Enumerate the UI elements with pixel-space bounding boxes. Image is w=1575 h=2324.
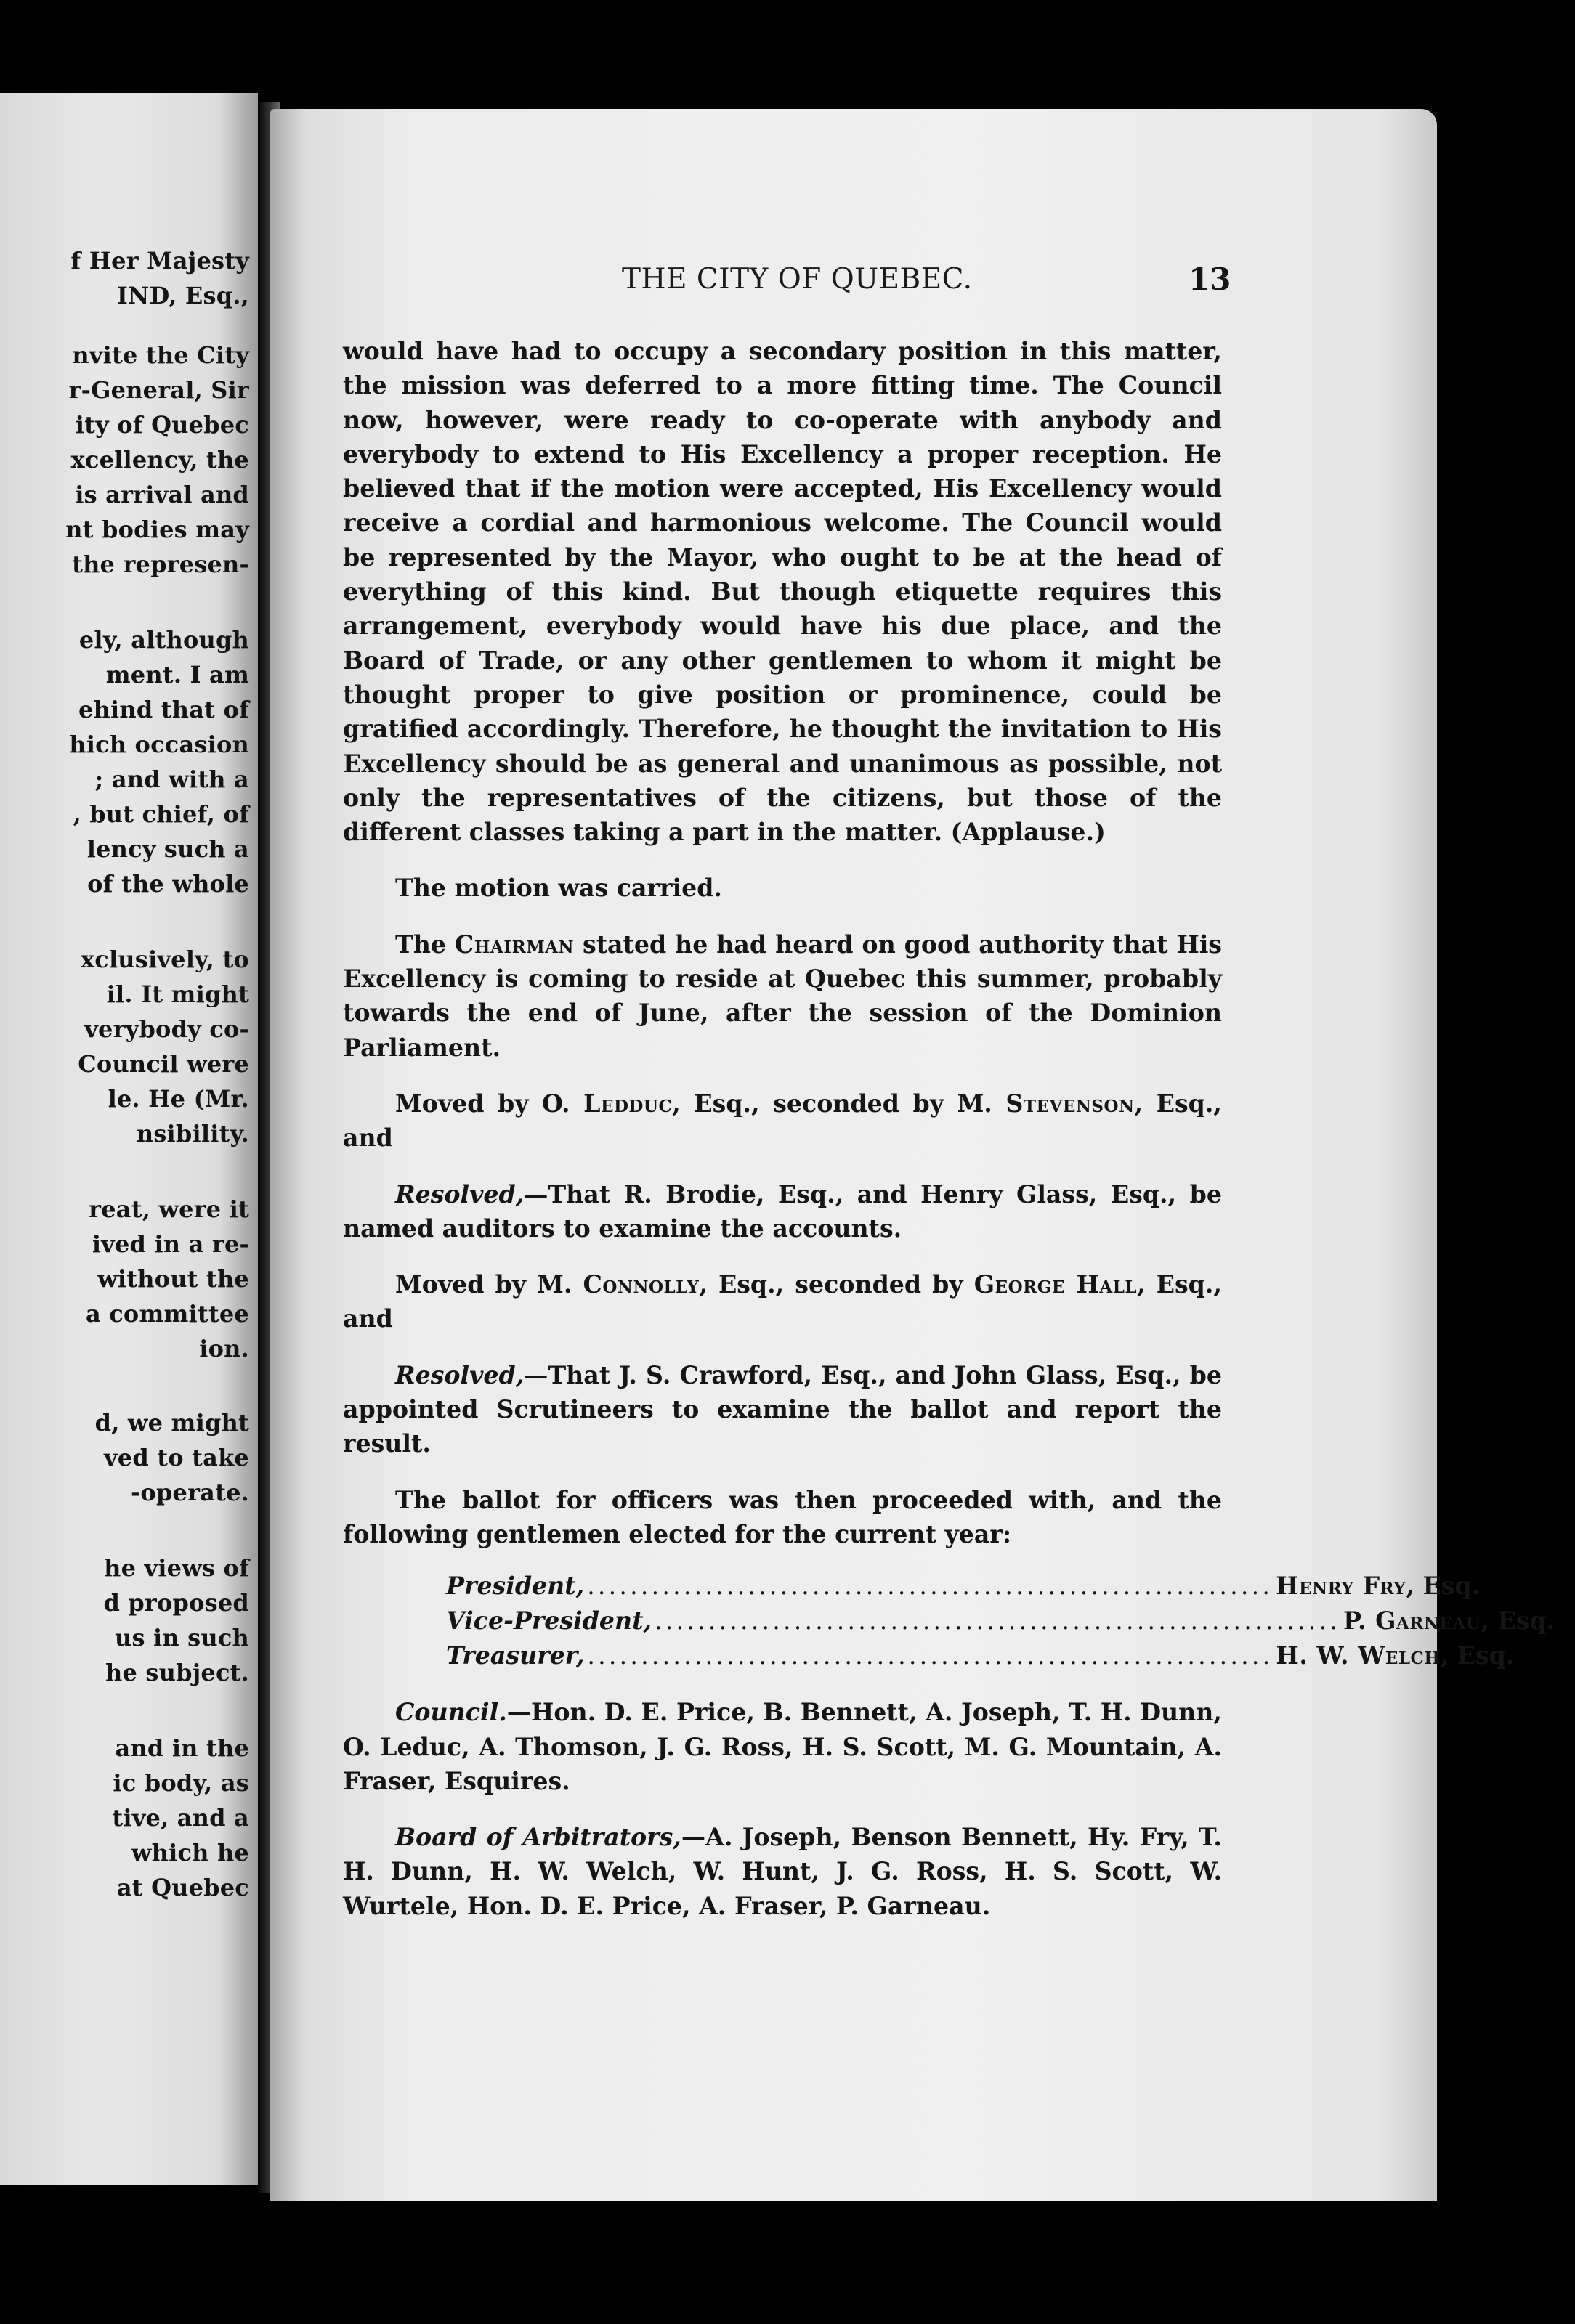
text-fragment: stated he had heard on good authority that His Excellency is coming to reside at Quebec this summer, probably towards the end of June, after the session of the Dominion Parliament. <box>343 930 1222 1062</box>
left-page-line: ity of Quebec <box>75 411 249 439</box>
left-page-line: d proposed <box>103 1589 249 1617</box>
leader-dots: ................................................................ <box>587 1572 1274 1601</box>
officer-suffix: , Esq. <box>1481 1606 1555 1636</box>
officer-name-wrap <box>1276 1569 1480 1603</box>
text-fragment: , Esq., seconded by <box>699 1270 974 1299</box>
left-page-line: nsibility. <box>136 1120 249 1147</box>
left-page-line: f Her Majesty <box>70 247 249 275</box>
person-name: George Hall <box>973 1270 1138 1299</box>
text-fragment: , Esq., and <box>343 1270 1223 1333</box>
text-fragment: —That J. S. Crawford, Esq., and John Glass, Esq., be appointed Scrutineers to examine the ballot and report the result. <box>343 1360 1222 1458</box>
arbitrators-members: —A. Joseph, Benson Bennett, Hy. Fry, T. H. Dunn, H. W. Welch, W. Hunt, J. G. Ross, H. S. Scott, W. Wurtele, Hon. D. E. Price, A. Fraser, P. Garneau. <box>343 1823 1222 1920</box>
officer-name: H. W. Welch <box>1276 1641 1441 1670</box>
paragraph-ballot: The ballot for officers was then proceeded with, and the following gentlemen elected for the current year: <box>343 1485 1222 1548</box>
left-page-line: il. It might <box>106 980 249 1008</box>
left-page-line: le. He (Mr. <box>108 1085 249 1113</box>
paragraph-council <box>343 1695 1222 1798</box>
officer-suffix: , Esq. <box>1440 1641 1515 1670</box>
left-page-line: without the <box>97 1265 249 1293</box>
left-page-line: IND, Esq., <box>116 282 249 309</box>
officer-role: President, <box>446 1572 585 1601</box>
text-fragment: , Esq., and <box>343 1089 1222 1153</box>
text-fragment: Moved by O. <box>395 1089 584 1118</box>
leader-dots: ................................................................ <box>587 1641 1274 1670</box>
text-fragment: —That R. Brodie, Esq., and Henry Glass, Esq., be named auditors to examine the accounts. <box>343 1179 1222 1243</box>
left-page-line: Council were <box>78 1050 249 1078</box>
text-fragment: Moved by M. <box>395 1270 583 1299</box>
left-page-line: nvite the City <box>72 341 249 369</box>
officer-suffix: , Esq. <box>1406 1572 1481 1601</box>
officer-name: Henry Fry <box>1276 1572 1406 1601</box>
arbitrators-label: Board of Arbitrators, <box>395 1823 681 1852</box>
right-page <box>270 109 1555 2201</box>
left-page-line: a committee <box>85 1300 249 1328</box>
leader-dots: ................................................................ <box>655 1606 1341 1636</box>
left-page-line: lency such a <box>86 835 249 863</box>
body-text <box>343 334 1555 1923</box>
left-page-line: he views of <box>104 1554 249 1582</box>
left-page-line: tive, and a <box>112 1804 249 1832</box>
paragraph-continuation: would have had to occupy a secondary position in this matter, the mission was deferred to a more fitting time. The Council now, however, were ready to co-operate with anybody and everybody to extend to His Excellency a proper reception. He believed that if the motion were accepted, His Excellency would receive a cordial and harmonious welcome. The Council would be represented by the Mayor, who ought to be at the head of everything of this kind. But though etiquette requires this arrangement, everybody would have his due place, and the Board of Trade, or any other gentlemen to whom it might be thought proper to give position or prominence, could be gratified accordingly. Therefore, he thought the invitation to His Excellency should be as general and unanimous as possible, not only the representatives of the citizens, but those of the different classes taking a part in the matter. (Applause.) <box>343 337 1222 847</box>
officer-row <box>446 1638 1515 1673</box>
officers-list <box>446 1569 1555 1673</box>
left-page-line: hich occasion <box>69 731 249 758</box>
resolved-label: Resolved, <box>395 1179 525 1208</box>
left-page-line: nt bodies may <box>65 516 249 543</box>
left-page-line: r-General, Sir <box>68 376 249 404</box>
left-page-line: at Quebec <box>116 1874 249 1901</box>
officer-role: Vice-President, <box>446 1606 652 1636</box>
person-name: Connolly <box>583 1270 700 1299</box>
left-page-line: ment. I am <box>105 661 249 688</box>
left-page-line: ehind that of <box>78 696 249 723</box>
left-page-line: ; and with a <box>94 765 249 793</box>
left-page-line: , but chief, of <box>73 800 249 828</box>
left-page-line: us in such <box>114 1624 249 1651</box>
page-number: 13 <box>1189 261 1231 297</box>
left-page-line: he subject. <box>105 1659 249 1686</box>
left-page-line: d, we might <box>94 1409 249 1437</box>
paragraph-resolved-scrutineers <box>343 1358 1222 1461</box>
chairman-name: Chairman <box>454 930 575 959</box>
left-page-line: xcellency, the <box>70 446 249 474</box>
text-fragment: , Esq., seconded by M. <box>672 1089 1006 1118</box>
text-fragment: The <box>395 930 455 959</box>
left-page-line: the represen- <box>72 550 249 578</box>
person-name: Stevenson <box>1005 1089 1135 1118</box>
left-page-line: ved to take <box>104 1444 249 1471</box>
council-label: Council. <box>395 1698 507 1727</box>
paragraph-moved-leduc <box>343 1086 1222 1155</box>
left-page-line: which he <box>131 1839 249 1866</box>
left-page-line: and in the <box>115 1734 249 1762</box>
officer-name: P. Garneau <box>1343 1606 1481 1636</box>
left-page-line: ion. <box>199 1335 249 1362</box>
left-page-line: ely, although <box>78 626 249 654</box>
left-page-line: ic body, as <box>113 1769 249 1797</box>
officer-row <box>446 1604 1555 1638</box>
officer-row <box>446 1569 1481 1604</box>
left-facing-page <box>0 93 258 2185</box>
paragraph-resolved-auditors <box>343 1177 1222 1246</box>
left-page-line: verybody co- <box>84 1015 249 1043</box>
person-name: Ledduc <box>583 1089 673 1118</box>
officer-role: Treasurer, <box>446 1641 585 1670</box>
left-page-line: ived in a re- <box>92 1230 249 1258</box>
officer-name-wrap <box>1343 1604 1555 1638</box>
paragraph-chairman <box>343 927 1222 1065</box>
left-page-line: is arrival and <box>75 481 249 508</box>
officer-name-wrap <box>1276 1638 1514 1673</box>
paragraph-motion-carried: The motion was carried. <box>395 874 722 903</box>
council-members: —Hon. D. E. Price, B. Bennett, A. Joseph, T. H. Dunn, O. Leduc, A. Thomson, J. G. Ross, H. S. Scott, M. G. Mountain, A. Fraser, Esquires. <box>343 1698 1222 1795</box>
left-page-line: reat, were it <box>89 1195 249 1223</box>
running-head-title: THE CITY OF QUEBEC. <box>622 263 973 296</box>
left-page-line: of the whole <box>87 870 249 898</box>
left-page-line: xclusively, to <box>80 946 249 973</box>
paragraph-arbitrators <box>343 1820 1222 1923</box>
paragraph-moved-connolly <box>343 1267 1222 1336</box>
resolved-label: Resolved, <box>395 1360 525 1389</box>
left-page-line: -operate. <box>130 1479 249 1506</box>
